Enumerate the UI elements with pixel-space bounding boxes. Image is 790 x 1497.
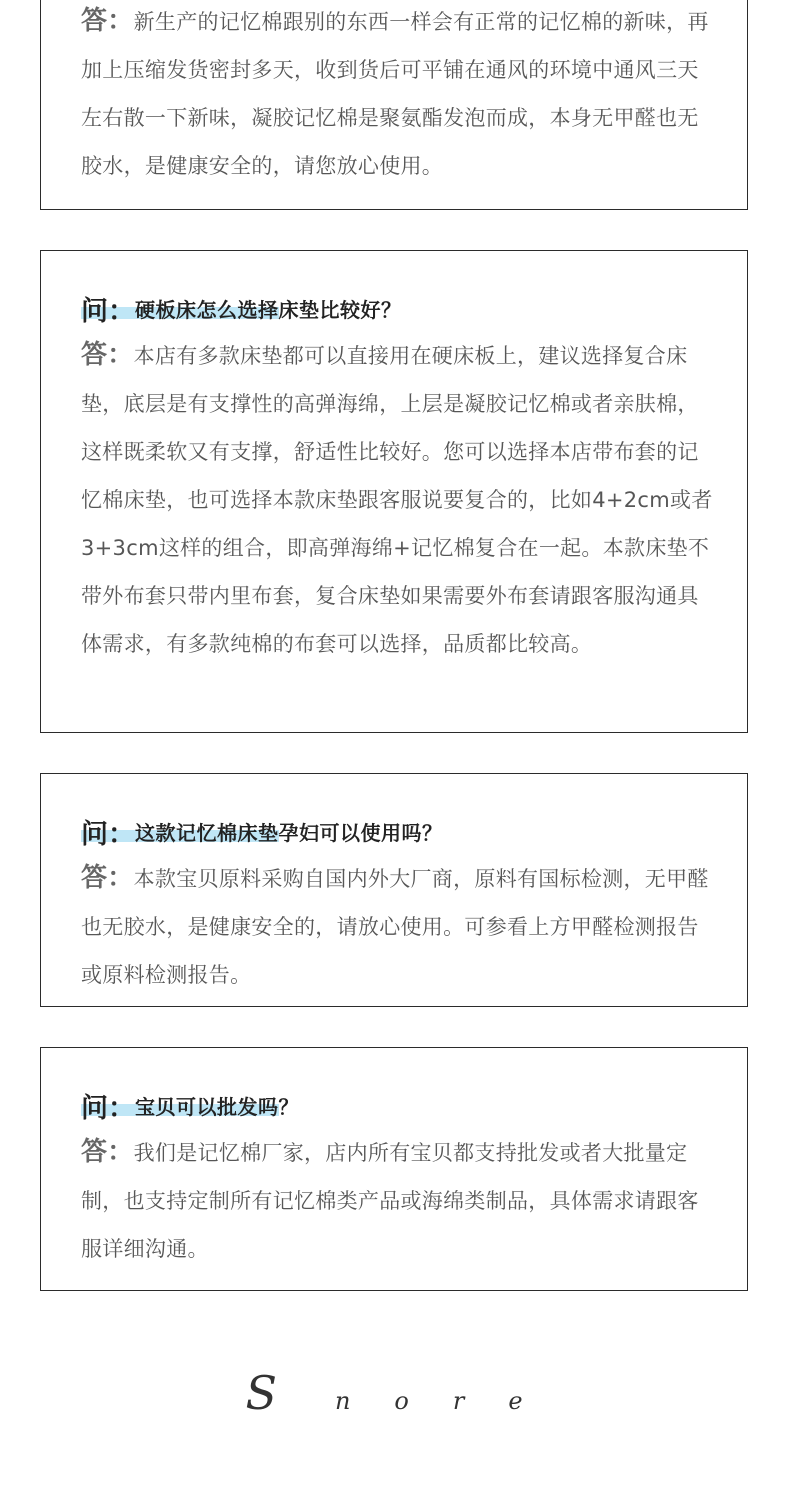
question-row	[81, 289, 402, 325]
question-text: 硬板床怎么选择床垫比较好？	[135, 298, 402, 322]
faq-card-1	[40, 0, 748, 210]
signature-letter-n: n	[334, 1387, 351, 1415]
signature-letter-s: S	[245, 1366, 277, 1420]
faq-card-2	[40, 250, 748, 733]
answer-text	[81, 331, 713, 668]
question-text: 这款记忆棉床垫孕妇可以使用吗？	[135, 821, 443, 845]
answer-prefix: 答：	[81, 1137, 134, 1167]
question-prefix: 问：	[81, 296, 135, 327]
question-prefix: 问：	[81, 819, 135, 850]
question-text: 宝贝可以批发吗？	[135, 1095, 299, 1119]
answer-body: 我们是记忆棉厂家，店内所有宝贝都支持批发或者大批量定制，也支持定制所有记忆棉类产品或海绵类制品，具体需求请跟客服详细沟通。	[81, 1141, 699, 1261]
answer-body: 新生产的记忆棉跟别的东西一样会有正常的记忆棉的新味，再加上压缩发货密封多天，收到货后可平铺在通风的环境中通风三天左右散一下新味，凝胶记忆棉是聚氨酯发泡而成，本身无甲醛也无胶水，是健康安全的，请您放心使用。	[81, 10, 709, 178]
answer-text	[81, 0, 713, 190]
answer-prefix: 答：	[81, 863, 134, 893]
faq-card-3	[40, 773, 748, 1007]
signature-letter-o: o	[394, 1387, 409, 1415]
answer-body: 本款宝贝原料采购自国内外大厂商，原料有国标检测，无甲醛也无胶水，是健康安全的，请放心使用。可参看上方甲醛检测报告或原料检测报告。	[81, 867, 709, 987]
answer-body: 本店有多款床垫都可以直接用在硬床板上，建议选择复合床垫，底层是有支撑性的高弹海绵，上层是凝胶记忆棉或者亲肤棉，这样既柔软又有支撑，舒适性比较好。您可以选择本店带布套的记忆棉床垫，也可选择本款床垫跟客服说要复合的，比如4+2cm或者3+3cm这样的组合，即高弹海绵+记忆棉复合在一起。本款床垫不带外布套只带内里布套，复合床垫如果需要外布套请跟客服沟通具体需求，有多款纯棉的布套可以选择，品质都比较高。	[81, 344, 713, 656]
question-row	[81, 1086, 299, 1122]
question-prefix: 问：	[81, 1093, 135, 1124]
question-row	[81, 812, 443, 848]
brand-signature	[0, 1366, 790, 1420]
signature-letter-r: r	[452, 1387, 465, 1415]
answer-text	[81, 1128, 713, 1273]
signature-letter-e: e	[508, 1387, 523, 1415]
answer-prefix: 答：	[81, 340, 134, 370]
answer-text	[81, 854, 713, 999]
faq-card-4	[40, 1047, 748, 1291]
answer-prefix: 答：	[81, 6, 134, 36]
